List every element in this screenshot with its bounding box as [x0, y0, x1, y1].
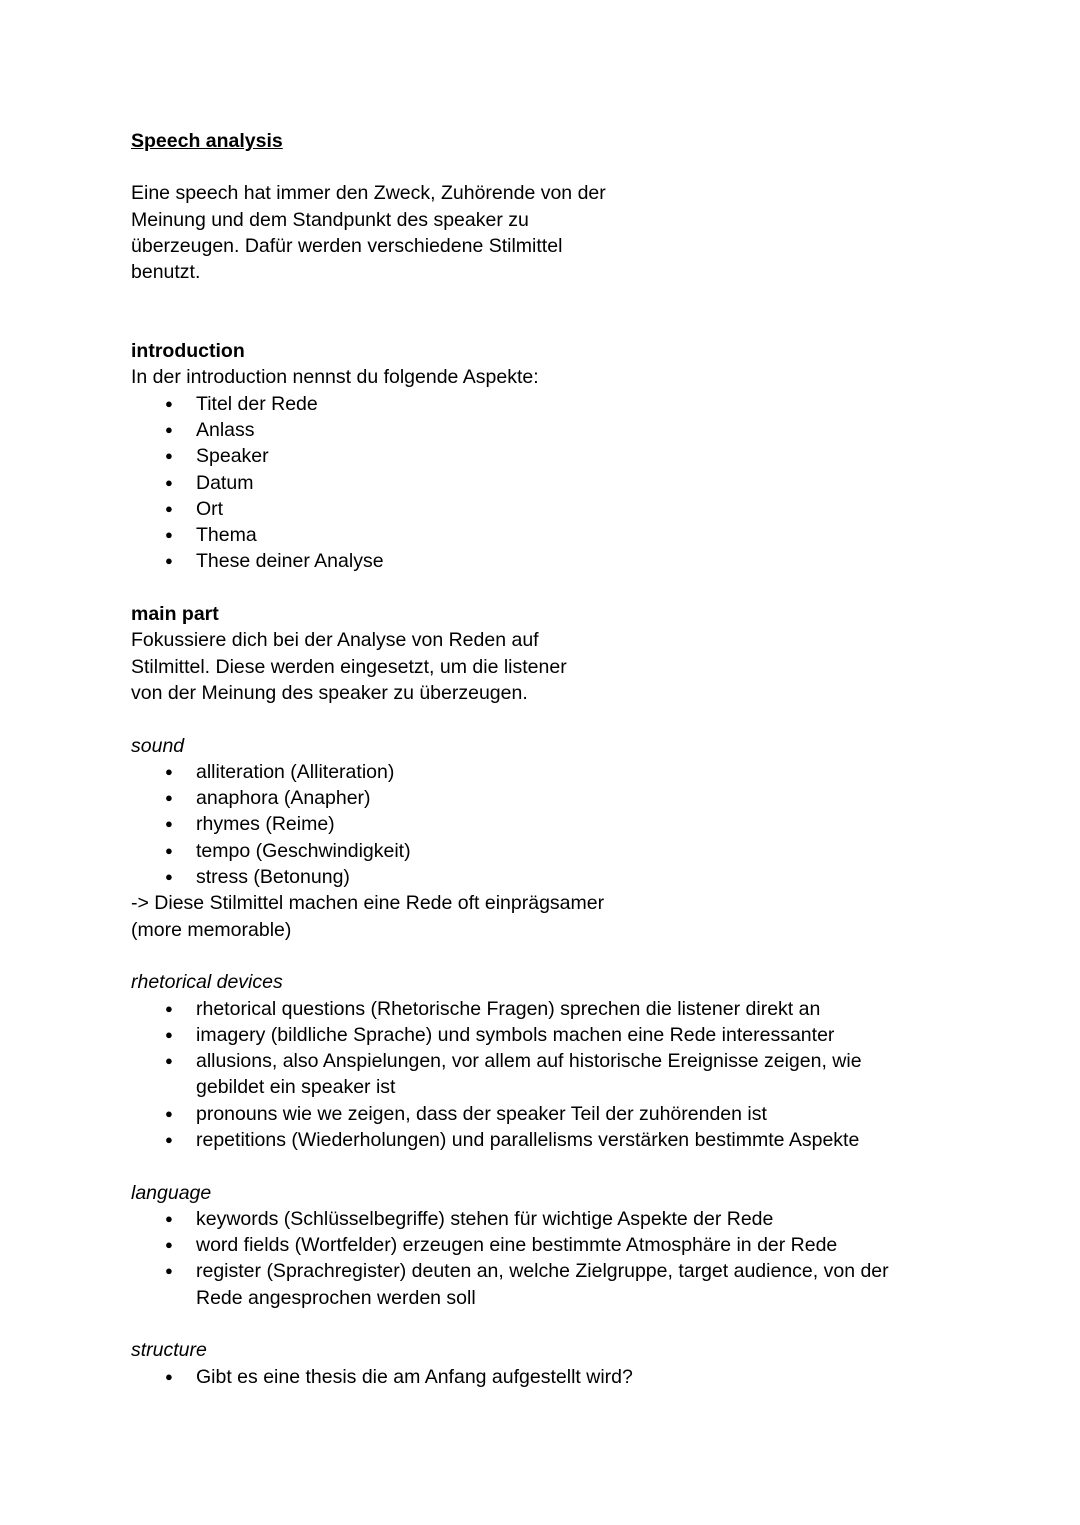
intro-paragraph	[131, 180, 931, 285]
list-item: ● tempo (Geschwindigkeit)	[131, 838, 931, 864]
rhetorical-devices-section	[131, 969, 931, 1153]
language-list	[131, 1206, 931, 1311]
list-item: ● Speaker	[131, 443, 931, 469]
list-item: ● anaphora (Anapher)	[131, 785, 931, 811]
rhetorical-devices-heading: rhetorical devices	[131, 971, 283, 994]
introduction-section	[131, 338, 931, 575]
intro-line: benutzt.	[131, 261, 201, 284]
structure-section	[131, 1337, 931, 1390]
sound-note-line: (more memorable)	[131, 918, 292, 941]
list-item: ● repetitions (Wiederholungen) und parallelisms verstärken bestimmte Aspekte	[131, 1127, 931, 1153]
list-item: ● allusions, also Anspielungen, vor allem auf historische Ereignisse zeigen, wie gebildet ein speaker ist	[131, 1048, 931, 1101]
sound-note-line: -> Diese Stilmittel machen eine Rede oft einprägsamer	[131, 892, 605, 915]
list-item: ● rhetorical questions (Rhetorische Fragen) sprechen die listener direkt an	[131, 996, 931, 1022]
list-item: ● rhymes (Reime)	[131, 811, 931, 837]
list-item: ● Ort	[131, 496, 931, 522]
list-item: ● Datum	[131, 470, 931, 496]
main-part-line: Fokussiere dich bei der Analyse von Reden auf	[131, 629, 539, 652]
list-item: ● register (Sprachregister) deuten an, welche Zielgruppe, target audience, von der Rede angesprochen werden soll	[131, 1258, 931, 1311]
language-section	[131, 1180, 931, 1311]
document-page	[131, 128, 931, 1390]
introduction-list	[131, 391, 931, 575]
list-item: ● alliteration (Alliteration)	[131, 759, 931, 785]
intro-line: überzeugen. Dafür werden verschiedene Stilmittel	[131, 234, 563, 257]
list-item: ● imagery (bildliche Sprache) und symbols machen eine Rede interessanter	[131, 1022, 931, 1048]
main-part-section	[131, 601, 931, 706]
list-item: ● Titel der Rede	[131, 391, 931, 417]
introduction-text: In der introduction nennst du folgende Aspekte:	[131, 366, 539, 389]
list-item: ● stress (Betonung)	[131, 864, 931, 890]
structure-list	[131, 1364, 931, 1390]
intro-line: Meinung und dem Standpunkt des speaker zu	[131, 208, 529, 231]
main-part-heading: main part	[131, 603, 219, 626]
sound-heading: sound	[131, 734, 185, 757]
page-title: Speech analysis	[131, 130, 283, 152]
list-item: ● keywords (Schlüsselbegriffe) stehen für wichtige Aspekte der Rede	[131, 1206, 931, 1232]
main-part-line: Stilmittel. Diese werden eingesetzt, um die listener	[131, 655, 567, 678]
sound-section	[131, 733, 931, 943]
list-item: ● Thema	[131, 522, 931, 548]
list-item: ● pronouns wie we zeigen, dass der speaker Teil der zuhörenden ist	[131, 1101, 931, 1127]
main-part-line: von der Meinung des speaker zu überzeugen.	[131, 681, 528, 704]
rhetorical-devices-list	[131, 996, 931, 1154]
sound-list	[131, 759, 931, 890]
list-item: ● Gibt es eine thesis die am Anfang aufgestellt wird?	[131, 1364, 931, 1390]
list-item: ● Anlass	[131, 417, 931, 443]
structure-heading: structure	[131, 1339, 207, 1362]
list-item: ● These deiner Analyse	[131, 548, 931, 574]
intro-line: Eine speech hat immer den Zweck, Zuhörende von der	[131, 182, 606, 205]
list-item: ● word fields (Wortfelder) erzeugen eine bestimmte Atmosphäre in der Rede	[131, 1232, 931, 1258]
introduction-heading: introduction	[131, 340, 245, 363]
language-heading: language	[131, 1181, 212, 1204]
